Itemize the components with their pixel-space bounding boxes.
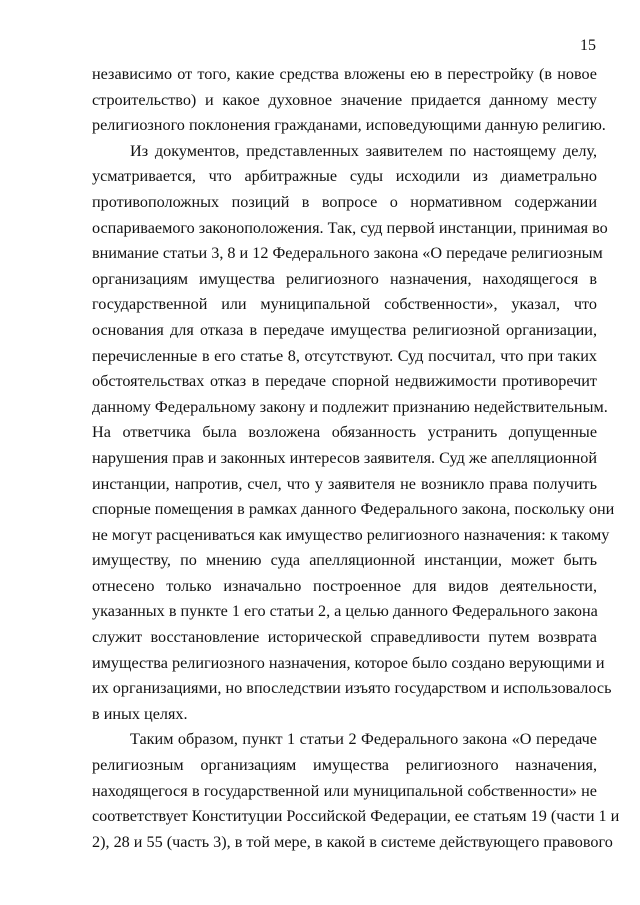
text-line: находящегося в государственной или муниципальной собственности» не [92, 781, 597, 800]
text-line: нарушения прав и законных интересов заявителя. Суд же апелляционной [92, 448, 598, 467]
text-line: не могут расцениваться как имущество религиозного назначения: к такому [92, 525, 610, 544]
text-line: данному Федеральному закону и подлежит признанию недействительным. [92, 397, 608, 416]
text-line: указанных в пункте 1 его статьи 2, а целью данного Федерального закона [92, 602, 598, 621]
text-line: в иных целях. [92, 704, 188, 723]
text-line: На ответчика была возложена обязанность устранить допущенные [92, 423, 597, 442]
text-line: независимо от того, какие средства вложены ею в перестройку (в новое [92, 65, 597, 83]
document-body [92, 62, 620, 855]
text-line: соответствует Конституции Российской Федерации, ее статьям 19 (части 1 и [92, 807, 620, 826]
text-line: противоположных позиций в вопросе о нормативном содержании [92, 192, 597, 211]
text-line: 2), 28 и 55 (часть 3), в той мере, в какой в системе действующего правового [92, 832, 613, 851]
text-line: оспариваемого законоположения. Так, суд первой инстанции, принимая во [92, 218, 608, 237]
text-line: усматривается, что арбитражные суды исходили из диаметрально [92, 167, 597, 186]
text-line: имуществу, по мнению суда апелляционной инстанции, может быть [92, 551, 597, 570]
text-line: Из документов, представленных заявителем по настоящему делу, [130, 141, 597, 160]
text-line: имущества религиозного назначения, которое было создано верующими и [92, 653, 605, 672]
text-line: Таким образом, пункт 1 статьи 2 Федерального закона «О передаче [130, 730, 597, 749]
paragraph-3 [92, 727, 620, 855]
text-line: основания для отказа в передаче имущества религиозной организации, [92, 320, 597, 339]
text-line: перечисленные в его статье 8, отсутствуют. Суд посчитал, что при таких [92, 346, 597, 365]
paragraph-1 [92, 62, 606, 139]
text-line: их организациями, но впоследствии изъято государством и использовалось [92, 679, 612, 698]
text-line: служит восстановление исторической справедливости путем возврата [92, 628, 597, 647]
text-line: государственной или муниципальной собственности», указал, что [92, 295, 597, 314]
text-line: спорные помещения в рамках данного Федерального закона, поскольку они [92, 500, 615, 519]
text-line: инстанции, напротив, счел, что у заявителя не возникло права получить [92, 474, 597, 493]
page-number: 15 [580, 37, 596, 54]
text-line: отнесено только изначально построенное для видов деятельности, [92, 576, 597, 595]
text-line: обстоятельствах отказ в передаче спорной недвижимости противоречит [92, 372, 597, 391]
text-line: внимание статьи 3, 8 и 12 Федерального закона «О передаче религиозным [92, 244, 603, 263]
text-line: религиозным организациям имущества религиозного назначения, [92, 756, 597, 775]
text-line: организациям имущества религиозного назначения, находящегося в [92, 269, 597, 288]
paragraph-2 [92, 139, 615, 728]
text-line: религиозного поклонения гражданами, исповедующими данную религию. [92, 116, 606, 135]
text-line: строительство) и какое духовное значение придается данному месту [92, 90, 597, 109]
